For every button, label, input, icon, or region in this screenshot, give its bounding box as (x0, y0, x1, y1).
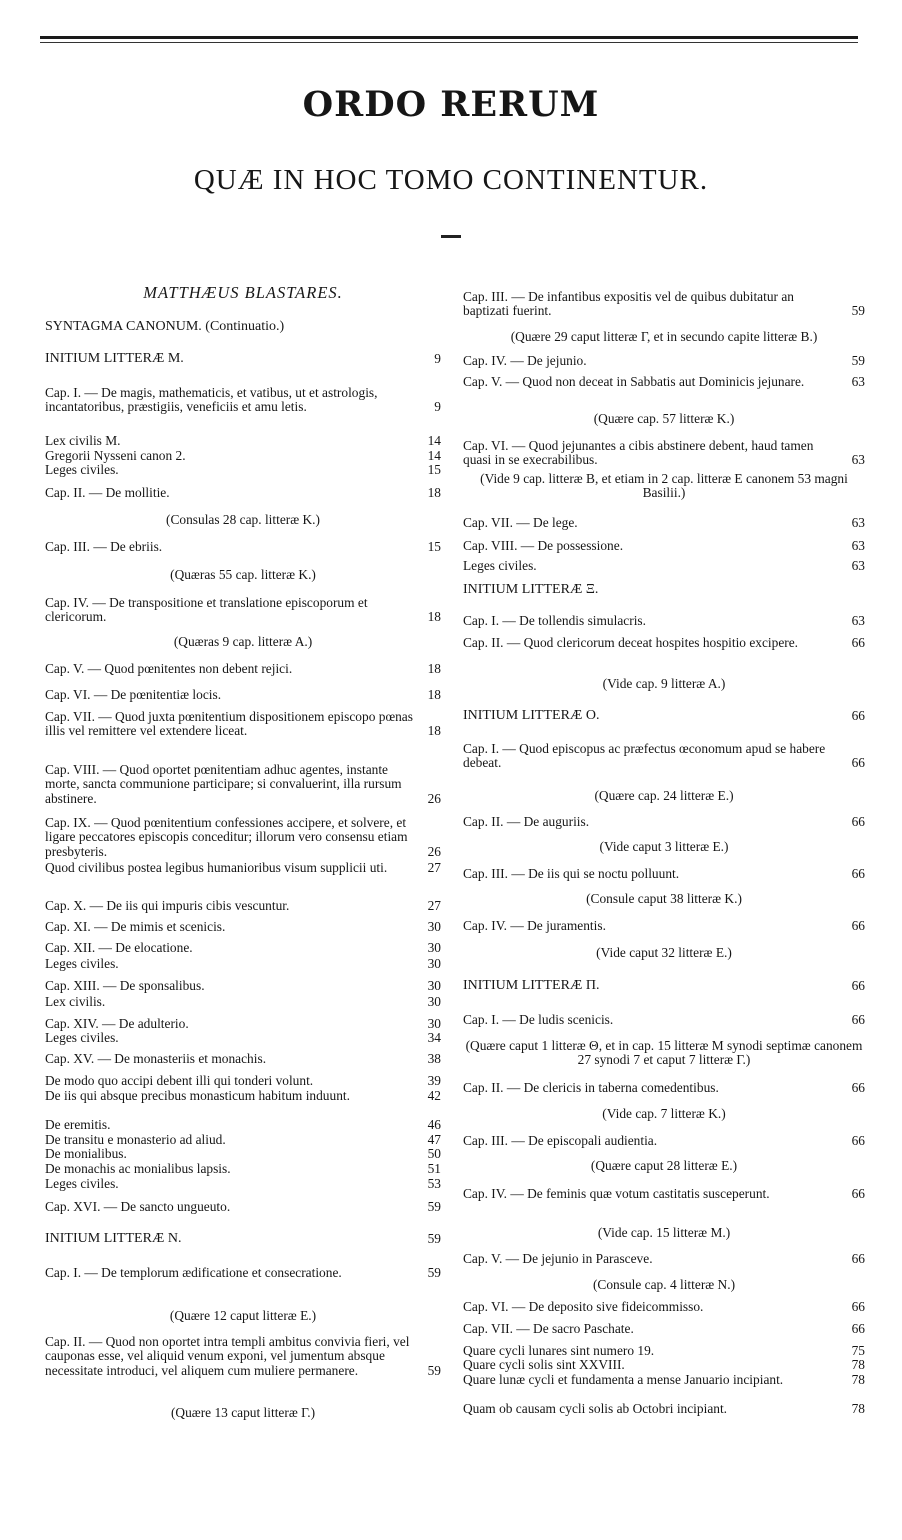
index-entry (463, 375, 865, 389)
index-entry (45, 1162, 441, 1176)
cross-reference-note (45, 635, 441, 649)
index-entry (45, 861, 441, 875)
entry-text: Cap. VI. — De deposito sive fideicommisso. (463, 1299, 704, 1314)
entry-text: Cap. I. — De tollendis simulacris. (463, 613, 646, 628)
page-number: 26 (424, 792, 441, 806)
entry-text: Cap. VI. — De pœnitentiæ locis. (45, 687, 222, 702)
page-number: 66 (848, 1322, 865, 1336)
cross-reference-note (463, 892, 865, 906)
index-entry (463, 1013, 865, 1027)
entry-text: Quare cycli lunares sint numero 19. (463, 1343, 655, 1358)
page-number: 66 (848, 1081, 865, 1095)
entry-text: (Consulas 28 cap. litteræ K.) (166, 512, 320, 527)
page-number: 30 (424, 957, 441, 971)
entry-text: SYNTAGMA CANONUM. (Continuatio.) (45, 319, 285, 334)
entry-text: Cap. II. — De mollitie. (45, 485, 170, 500)
entry-text: De eremitis. (45, 1117, 111, 1132)
author-heading (45, 283, 441, 302)
page-number: 63 (848, 453, 865, 467)
entry-text: Cap. III. — De infantibus expositis vel de quibus dubitatur an baptizati fuerint. (463, 289, 794, 319)
page-number: 59 (424, 1364, 441, 1378)
entry-text: Cap. II. — De clericis in taberna comedentibus. (463, 1080, 719, 1095)
entry-text: Cap. I. — De templorum ædificatione et consecratione. (45, 1265, 342, 1280)
cross-reference-note (45, 1309, 441, 1323)
index-entry (463, 1252, 865, 1266)
index-entry (45, 899, 441, 913)
index-entry (45, 1147, 441, 1161)
index-entry (463, 1187, 865, 1201)
entry-text: (Quære 12 caput litteræ E.) (169, 1308, 317, 1323)
entry-text: De modo quo accipi debent illi qui tonderi volunt. (45, 1073, 314, 1088)
entry-text: (Quæras 9 cap. litteræ A.) (173, 634, 313, 649)
section-heading (45, 352, 441, 366)
entry-text: (Quære cap. 24 litteræ E.) (594, 788, 734, 803)
page-number: 14 (424, 449, 441, 463)
entry-text: Leges civiles. (45, 1176, 119, 1191)
page-number: 63 (848, 539, 865, 553)
page-number: 30 (424, 941, 441, 955)
index-entry (463, 1358, 865, 1372)
index-entry (45, 486, 441, 500)
page-number: 39 (424, 1074, 441, 1088)
entry-text: Leges civiles. (45, 956, 119, 971)
entry-text: INITIUM LITTERÆ M. (45, 351, 184, 366)
index-entry (463, 1402, 865, 1416)
index-entry (45, 816, 441, 859)
page-number: 26 (424, 845, 441, 859)
entry-text: Cap. V. — Quod non deceat in Sabbatis aut Dominicis jejunare. (463, 374, 805, 389)
index-entry (463, 919, 865, 933)
entry-text: Quare cycli solis sint XXVIII. (463, 1357, 625, 1372)
entry-text: Cap. XIV. — De adulterio. (45, 1016, 189, 1031)
page-number: 66 (848, 867, 865, 881)
page-number: 15 (424, 540, 441, 554)
page-number: 18 (424, 486, 441, 500)
page-number: 27 (424, 899, 441, 913)
entry-text: (Vide cap. 7 litteræ K.) (602, 1106, 726, 1121)
index-entry (463, 636, 865, 650)
top-rule-thin (40, 42, 858, 43)
page-number: 66 (848, 1013, 865, 1027)
page-number: 66 (848, 756, 865, 770)
cross-reference-note (463, 1226, 865, 1240)
cross-reference-note (463, 472, 865, 501)
page-number: 63 (848, 559, 865, 573)
entry-text: (Quære caput 28 litteræ E.) (590, 1158, 738, 1173)
page-number: 47 (424, 1133, 441, 1147)
entry-text: Cap. II. — Quod non oportet intra templi ambitus convivia fieri, vel cauponas esse, vel aliquid venum exponi, vel jumentum absque necessitate introduci, vel aliquem cum muliere permanere. (45, 1334, 410, 1378)
index-entry (45, 596, 441, 625)
entry-text: Quam ob causam cycli solis ab Octobri incipiant. (463, 1401, 728, 1416)
page-number: 30 (424, 995, 441, 1009)
index-entry (45, 763, 441, 806)
entry-text: (Quære caput 1 litteræ Θ, et in cap. 15 litteræ M synodi septimæ canonem 27 synodi 7 et caput 7 litteræ Γ.) (465, 1038, 863, 1068)
page-number: 66 (848, 1134, 865, 1148)
page-number: 59 (848, 354, 865, 368)
cross-reference-note (463, 1107, 865, 1121)
index-entry (45, 1089, 441, 1103)
section-heading (463, 709, 865, 723)
entry-text: Leges civiles. (463, 558, 537, 573)
index-entry (45, 463, 441, 477)
cross-reference-note (463, 840, 865, 854)
entry-text: Lex civilis M. (45, 433, 121, 448)
index-entry (45, 1200, 441, 1214)
page-number: 38 (424, 1052, 441, 1066)
index-entry (463, 1373, 865, 1387)
index-entry (45, 1266, 441, 1280)
page-number: 34 (424, 1031, 441, 1045)
page-number: 42 (424, 1089, 441, 1103)
entry-text: Cap. IV. — De jejunio. (463, 353, 587, 368)
cross-reference-note (45, 568, 441, 582)
cross-reference-note (463, 946, 865, 960)
index-entry (463, 539, 865, 553)
page-number: 59 (424, 1200, 441, 1214)
cross-reference-note (463, 412, 865, 426)
page-number: 78 (848, 1402, 865, 1416)
cross-reference-note (463, 677, 865, 691)
index-entry (45, 1335, 441, 1378)
page-number: 78 (848, 1373, 865, 1387)
index-entry (463, 439, 865, 468)
entry-text: Lex civilis. (45, 994, 106, 1009)
page-number: 66 (848, 919, 865, 933)
index-entry (45, 662, 441, 676)
index-entry (45, 1031, 441, 1045)
entry-text: Cap. III. — De iis qui se noctu polluunt. (463, 866, 680, 881)
entry-text: INITIUM LITTERÆ O. (463, 708, 600, 723)
entry-text: (Quære 13 caput litteræ Γ.) (170, 1405, 316, 1420)
entry-text: Cap. IV. — De transpositione et translatione episcoporum et clericorum. (45, 595, 368, 625)
page-number: 53 (424, 1177, 441, 1191)
index-entry (463, 614, 865, 628)
entry-text: De transitu e monasterio ad aliud. (45, 1132, 226, 1147)
page-number: 66 (848, 979, 865, 993)
page-number: 59 (424, 1232, 441, 1246)
entry-text: INITIUM LITTERÆ N. (45, 1231, 182, 1246)
entry-text: Cap. XIII. — De sponsalibus. (45, 978, 205, 993)
index-entry (45, 1118, 441, 1132)
entry-text: Cap. I. — Quod episcopus ac præfectus œconomum apud se habere debeat. (463, 741, 826, 771)
page-number: 59 (848, 304, 865, 318)
index-entry (463, 867, 865, 881)
section-heading (45, 1232, 441, 1246)
index-entry (463, 1134, 865, 1148)
title-dash (441, 235, 461, 238)
index-entry (463, 815, 865, 829)
page-number: 66 (848, 709, 865, 723)
entry-text: Cap. X. — De iis qui impuris cibis vescuntur. (45, 898, 290, 913)
page-subtitle: QUÆ IN HOC TOMO CONTINENTUR. (193, 164, 709, 196)
index-entry (45, 688, 441, 702)
page-number: 18 (424, 662, 441, 676)
page-number: 9 (430, 352, 441, 366)
entry-text: Cap. VII. — De lege. (463, 515, 578, 530)
entry-text: (Consule cap. 4 litteræ N.) (592, 1277, 736, 1292)
index-entry (45, 1074, 441, 1088)
entry-text: Cap. V. — De jejunio in Parasceve. (463, 1251, 653, 1266)
page-number: 30 (424, 979, 441, 993)
entry-text: MATTHÆUS BLASTARES. (143, 283, 343, 302)
page-number: 75 (848, 1344, 865, 1358)
entry-text: Cap. III. — De episcopali audientia. (463, 1133, 658, 1148)
page-number: 63 (848, 516, 865, 530)
index-entry (45, 434, 441, 448)
entry-text: De iis qui absque precibus monasticum habitum induunt. (45, 1088, 350, 1103)
entry-text: Cap. II. — Quod clericorum deceat hospites hospitio excipere. (463, 635, 799, 650)
page-number: 14 (424, 434, 441, 448)
entry-text: Cap. III. — De ebriis. (45, 539, 163, 554)
page-number: 63 (848, 375, 865, 389)
page-number: 30 (424, 1017, 441, 1031)
page-number: 18 (424, 688, 441, 702)
index-entry (45, 1177, 441, 1191)
entry-text: (Vide cap. 9 litteræ A.) (602, 676, 726, 691)
entry-text: Cap. VI. — Quod jejunantes a cibis abstinere debent, haud tamen quasi in se execrabilibus. (463, 438, 814, 468)
entry-text: INITIUM LITTERÆ Ξ. (463, 582, 599, 597)
index-entry (463, 1081, 865, 1095)
entry-text: Cap. VIII. — De possessione. (463, 538, 624, 553)
page-number: 66 (848, 1252, 865, 1266)
entry-text: Cap. IX. — Quod pœnitentium confessiones accipere, et solvere, et ligare peccatores episcopis conceditur; illorum vero consensu etiam presbyteris. (45, 815, 408, 859)
index-entry (45, 386, 441, 415)
index-entry (463, 354, 865, 368)
section-heading (45, 320, 441, 334)
entry-text: (Vide cap. 15 litteræ M.) (597, 1225, 731, 1240)
entry-text: De monachis ac monialibus lapsis. (45, 1161, 231, 1176)
page-number: 27 (424, 861, 441, 875)
cross-reference-note (463, 330, 865, 344)
index-entry (45, 979, 441, 993)
entry-text: Quare lunæ cycli et fundamenta a mense Januario incipiant. (463, 1372, 784, 1387)
cross-reference-note (463, 1278, 865, 1292)
page-number: 9 (430, 400, 441, 414)
page-title: ORDO RERUM (302, 84, 600, 125)
entry-text: Cap. XVI. — De sancto ungueuto. (45, 1199, 231, 1214)
page-number: 66 (848, 815, 865, 829)
page-number: 66 (848, 636, 865, 650)
index-entry (463, 742, 865, 771)
index-entry (45, 957, 441, 971)
entry-text: INITIUM LITTERÆ Π. (463, 978, 600, 993)
page-number: 18 (424, 724, 441, 738)
page-number: 78 (848, 1358, 865, 1372)
index-entry (45, 710, 441, 739)
entry-text: Cap. I. — De magis, mathematicis, et vatibus, ut et astrologis, incantatoribus, præstigiis, veneficiis et amu letis. (45, 385, 378, 415)
top-rule (40, 36, 858, 39)
entry-text: Leges civiles. (45, 462, 119, 477)
entry-text: Cap. VII. — Quod juxta pœnitentium dispositionem episcopo pœnas illis vel remittere vel extendere liceat. (45, 709, 413, 739)
index-entry (463, 559, 865, 573)
page-number: 51 (424, 1162, 441, 1176)
page-number: 18 (424, 610, 441, 624)
page-number: 50 (424, 1147, 441, 1161)
page-number: 66 (848, 1187, 865, 1201)
index-entry (463, 516, 865, 530)
entry-text: (Consule caput 38 litteræ K.) (586, 891, 742, 906)
entry-text: (Quæras 55 cap. litteræ K.) (170, 567, 316, 582)
entry-text: Cap. VII. — De sacro Paschate. (463, 1321, 634, 1336)
page-number: 59 (424, 1266, 441, 1280)
entry-text: (Quære 29 caput litteræ Γ, et in secundo capite litteræ B.) (510, 329, 818, 344)
entry-text: Cap. XI. — De mimis et scenicis. (45, 919, 226, 934)
index-entry (45, 995, 441, 1009)
entry-text: Cap. IV. — De juramentis. (463, 918, 606, 933)
cross-reference-note (463, 1159, 865, 1173)
cross-reference-note (463, 1039, 865, 1068)
index-entry (45, 920, 441, 934)
section-heading (463, 583, 865, 597)
cross-reference-note (45, 1406, 441, 1420)
entry-text: Cap. XV. — De monasteriis et monachis. (45, 1051, 267, 1066)
index-entry (45, 1052, 441, 1066)
entry-text: (Vide caput 32 litteræ E.) (596, 945, 732, 960)
entry-text: De monialibus. (45, 1146, 127, 1161)
cross-reference-note (45, 513, 441, 527)
index-entry (463, 290, 865, 319)
entry-text: Cap. I. — De ludis scenicis. (463, 1012, 614, 1027)
entry-text: (Vide 9 cap. litteræ B, et etiam in 2 cap. litteræ E canonem 53 magni Basilii.) (480, 471, 848, 501)
entry-text: Gregorii Nysseni canon 2. (45, 448, 186, 463)
section-heading (463, 979, 865, 993)
entry-text: Cap. V. — Quod pœnitentes non debent rejici. (45, 661, 293, 676)
index-entry (463, 1300, 865, 1314)
page-number: 15 (424, 463, 441, 477)
index-entry (45, 540, 441, 554)
entry-text: Cap. XII. — De elocatione. (45, 940, 193, 955)
entry-text: Cap. IV. — De feminis quæ votum castitatis susceperunt. (463, 1186, 770, 1201)
entry-text: Cap. VIII. — Quod oportet pœnitentiam adhuc agentes, instante morte, sancta communione participare; si convaluerint, illa rursum abstinere. (45, 762, 402, 806)
entry-text: Quod civilibus postea legibus humanioribus visum supplicii uti. (45, 860, 388, 875)
entry-text: (Vide caput 3 litteræ E.) (599, 839, 729, 854)
page-number: 63 (848, 614, 865, 628)
index-entry (463, 1322, 865, 1336)
index-entry (45, 941, 441, 955)
entry-text: Cap. II. — De auguriis. (463, 814, 590, 829)
entry-text: (Quære cap. 57 litteræ K.) (593, 411, 735, 426)
entry-text: Leges civiles. (45, 1030, 119, 1045)
page-number: 66 (848, 1300, 865, 1314)
page-number: 30 (424, 920, 441, 934)
cross-reference-note (463, 789, 865, 803)
page-number: 46 (424, 1118, 441, 1132)
